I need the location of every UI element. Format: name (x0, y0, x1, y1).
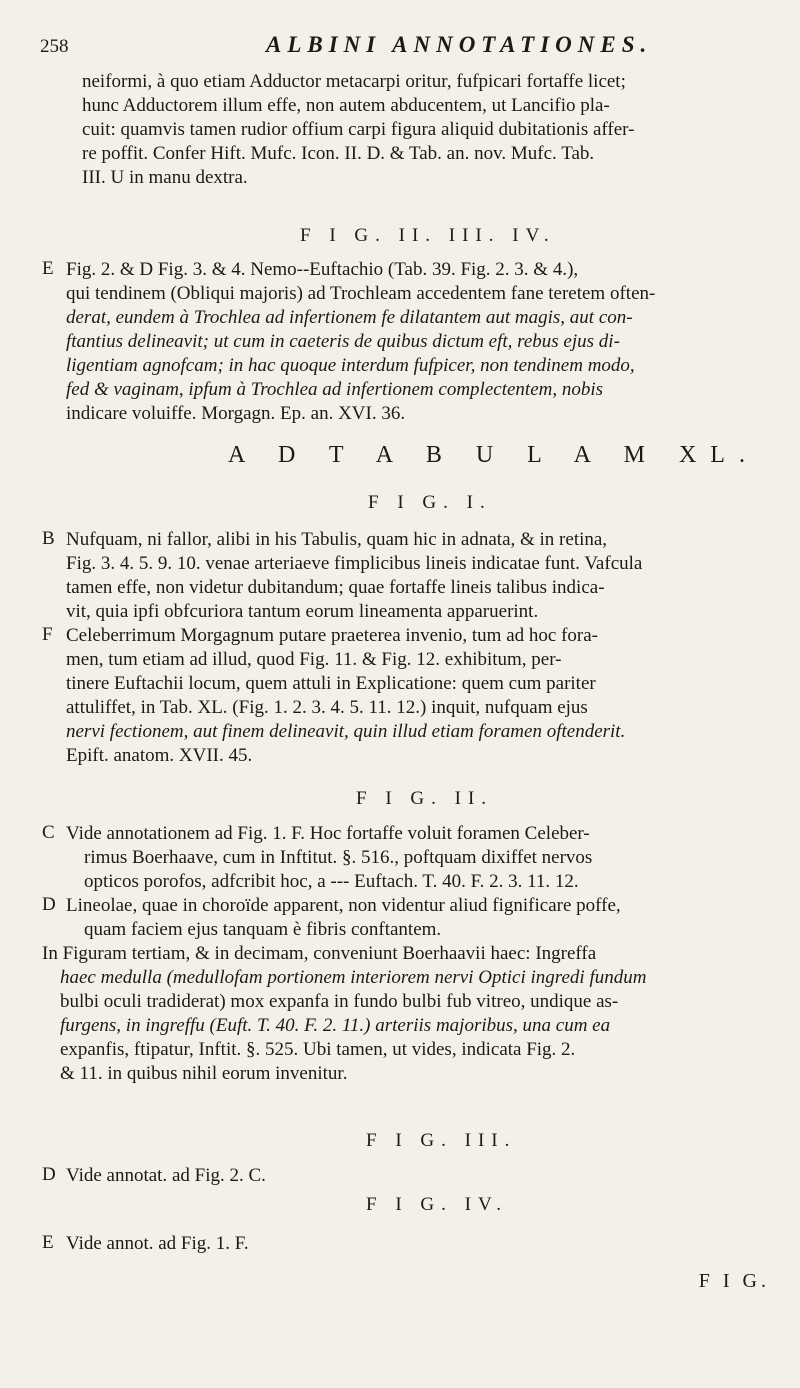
text-line: men, tum etiam ad illud, quod Fig. 11. & Fig. 12. exhibitum, per- (66, 649, 562, 670)
text-line: cuit: quamvis tamen rudior offium carpi figura aliquid dubitationis affer- (82, 119, 635, 140)
text-line: quam faciem ejus tanquam è fibris conftantem. (84, 919, 442, 940)
paragraph-in (42, 942, 646, 1086)
running-title: ALBINI ANNOTATIONES. (266, 32, 653, 57)
text-line: ligentiam agnofcam; in hac quoque interdum fufpicer, non tendinem modo, (66, 355, 635, 376)
text-line: & 11. in quibus nihil eorum invenitur. (60, 1063, 348, 1084)
text-line: nervi fectionem, aut finem delineavit, quin illud etiam foramen oftenderit. (66, 721, 626, 742)
paragraph-fig4 (66, 1232, 249, 1256)
text-line: Fig. 3. 4. 5. 9. 10. venae arteriaeve fimplicibus lineis indicatae funt. Vafcula (66, 553, 643, 574)
section-heading: F I G. I. (368, 492, 492, 513)
text-line: derat, eundem à Trochlea ad infertionem fe dilatantem aut magis, aut con- (66, 307, 633, 328)
text-line: tinere Euftachii locum, quem attuli in Explicatione: quem cum pariter (66, 673, 596, 694)
text-line: bulbi oculi tradiderat) mox expanfa in fundo bulbi fub vitreo, undique as- (60, 991, 619, 1012)
intro-paragraph (82, 70, 634, 190)
text-line: III. U in manu dextra. (82, 167, 248, 188)
text-line: In Figuram tertiam, & in decimam, conveniunt Boerhaavii haec: Ingreffa (42, 943, 597, 964)
text-line: indicare voluiffe. Morgagn. Ep. an. XVI. 36. (66, 403, 406, 424)
margin-letter: D (42, 894, 56, 915)
paragraph-b (66, 528, 642, 624)
paragraph-d (66, 894, 621, 942)
text-line: Celeberrimum Morgagnum putare praeterea invenio, tum ad hoc fora- (66, 625, 598, 646)
margin-letter: E (42, 1232, 54, 1253)
text-line: Vide annotationem ad Fig. 1. F. Hoc fortaffe voluit foramen Celeber- (66, 823, 590, 844)
tabula-heading: A D T A B U L A M XL. (228, 442, 759, 468)
text-line: expanfis, ftipatur, Inftit. §. 525. Ubi tamen, ut vides, indicata Fig. 2. (60, 1039, 576, 1060)
page-header (40, 30, 780, 60)
text-line: hunc Adductorem illum effe, non autem abducentem, ut Lancifio pla- (82, 95, 610, 116)
margin-letter: C (42, 822, 55, 843)
text-line: fed & vaginam, ipfum à Trochlea ad infertionem complectentem, nobis (66, 379, 604, 400)
text-line: Lineolae, quae in choroïde apparent, non videntur aliud fignificare poffe, (66, 895, 621, 916)
text-line: Vide annotat. ad Fig. 2. C. (66, 1165, 266, 1186)
section-heading: F I G. II. III. IV. (300, 225, 556, 246)
paragraph-e (66, 258, 655, 426)
text-line: qui tendinem (Obliqui majoris) ad Trochleam accedentem fane teretem often- (66, 283, 656, 304)
paragraph-fig3 (66, 1164, 266, 1188)
text-line: Epift. anatom. XVII. 45. (66, 745, 253, 766)
section-heading: F I G. IV. (366, 1194, 508, 1215)
text-line: re poffit. Confer Hift. Mufc. Icon. II. D. & Tab. an. nov. Mufc. Tab. (82, 143, 595, 164)
text-line: furgens, in ingreffu (Euft. T. 40. F. 2. 11.) arteriis majoribus, una cum ea (60, 1015, 611, 1036)
paragraph-c (66, 822, 592, 894)
text-line: ftantius delineavit; ut cum in caeteris de quibus dictum eft, rebus ejus di- (66, 331, 620, 352)
text-line: Fig. 2. & D Fig. 3. & 4. Nemo--Euftachio (Tab. 39. Fig. 2. 3. & 4.), (66, 259, 579, 280)
text-line: opticos porofos, adfcribit hoc, a --- Euftach. T. 40. F. 2. 3. 11. 12. (84, 871, 579, 892)
margin-letter: B (42, 528, 55, 549)
paragraph-f (66, 624, 625, 768)
text-line: Nufquam, ni fallor, alibi in his Tabulis, quam hic in adnata, & in retina, (66, 529, 608, 550)
section-heading: F I G. II. (356, 788, 494, 809)
catchword: F I G. (698, 1270, 770, 1292)
margin-letter: F (42, 624, 53, 645)
text-line: neiformi, à quo etiam Adductor metacarpi oritur, fufpicari fortaffe licet; (82, 71, 626, 92)
text-line: rimus Boerhaave, cum in Inftitut. §. 516., poftquam dixiffet nervos (84, 847, 593, 868)
text-line: attuliffet, in Tab. XL. (Fig. 1. 2. 3. 4. 5. 11. 12.) inquit, nufquam ejus (66, 697, 588, 718)
text-line: haec medulla (medullofam portionem interiorem nervi Optici ingredi fundum (60, 967, 647, 988)
page-number: 258 (40, 36, 69, 57)
text-line: vit, quia ipfi obfcuriora tantum eorum lineamenta apparuerint. (66, 601, 539, 622)
text-line: tamen effe, non videtur dubitandum; quae fortaffe lineis talibus indica- (66, 577, 605, 598)
margin-letter: D (42, 1164, 56, 1185)
section-heading: F I G. III. (366, 1130, 517, 1151)
margin-letter: E (42, 258, 54, 279)
text-line: Vide annot. ad Fig. 1. F. (66, 1233, 249, 1254)
